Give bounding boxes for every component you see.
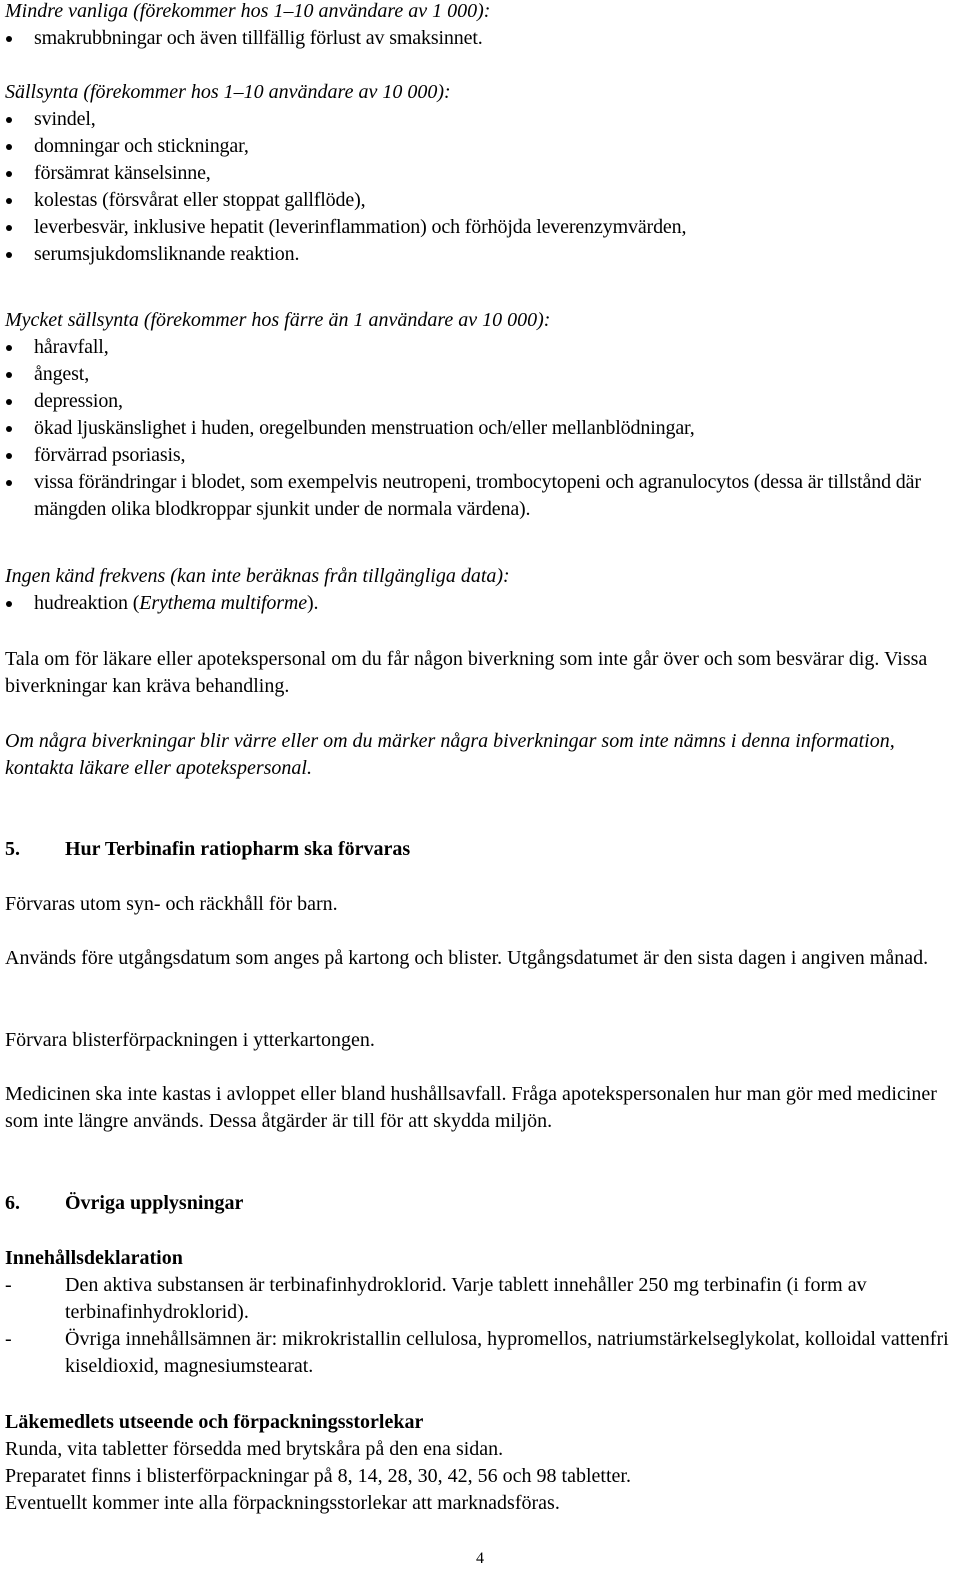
paragraph-text: Förvaras utom syn- och räckhåll för barn. [5, 893, 338, 915]
list-item [5, 469, 955, 523]
bullet-icon [6, 601, 12, 607]
list-item-text: leverbesvär, inklusive hepatit (leverinflammation) och förhöjda leverenzymvärden, [34, 216, 687, 238]
list-item-text: förvärrad psoriasis, [34, 444, 186, 466]
list-item-text: ångest, [34, 363, 90, 385]
list-item [5, 388, 955, 415]
appearance-line: Preparatet finns i blisterförpackningar på 8, 14, 28, 30, 42, 56 och 98 tabletter. [5, 1465, 631, 1487]
advice-block [5, 646, 955, 700]
paragraph-text: Medicinen ska inte kastas i avloppet eller bland hushållsavfall. Fråga apotekspersonalen hur man gör med mediciner som inte längre används. Dessa åtgärder är till för att skydda miljön. [5, 1083, 937, 1132]
section-number: 5. [5, 838, 20, 860]
list-item [5, 133, 955, 160]
list-item-text: svindel, [34, 108, 96, 130]
freq-unknown-list [5, 590, 955, 617]
section-title: Övriga upplysningar [65, 1192, 244, 1214]
bullet-icon [6, 399, 12, 405]
freq-rare-list [5, 106, 955, 268]
list-item-text: vissa förändringar i blodet, som exempelvis neutropeni, trombocytopeni och agranulocytos (dessa är tillstånd där mängden olika blodkroppar sjunkit under de normala värdena). [34, 471, 921, 520]
storage-paragraph-3 [5, 1027, 955, 1054]
bullet-icon [6, 117, 12, 123]
list-item [5, 25, 955, 52]
list-item [5, 334, 955, 361]
list-item-text: Den aktiva substansen är terbinafinhydroklorid. Varje tablett innehåller 250 mg terbinafin (i form av terbinafinhydroklorid). [65, 1274, 867, 1323]
bullet-icon [6, 144, 12, 150]
content-heading: Innehållsdeklaration [5, 1247, 183, 1269]
list-item-text: serumsjukdomsliknande reaktion. [34, 243, 300, 265]
advice-paragraph: Tala om för läkare eller apotekspersonal om du får någon biverkning som inte går över och som besvärar dig. Vissa biverkningar kan kräva behandling. [5, 648, 928, 697]
report-block [5, 728, 955, 782]
freq-very-rare-block [5, 307, 955, 523]
freq-rare-heading: Sällsynta (förekommer hos 1–10 användare av 10 000): [5, 81, 451, 103]
bullet-icon [6, 252, 12, 258]
list-item-text: försämrat känselsinne, [34, 162, 211, 184]
page-number: 4 [476, 1550, 484, 1567]
dash-icon: - [5, 1328, 12, 1350]
list-item-italic-text: Erythema multiforme [139, 592, 307, 614]
appearance-line: Eventuellt kommer inte alla förpackningsstorlekar att marknadsföras. [5, 1492, 560, 1514]
bullet-icon [6, 171, 12, 177]
dash-icon: - [5, 1274, 12, 1296]
list-item [5, 361, 955, 388]
freq-unknown-heading: Ingen känd frekvens (kan inte beräknas från tillgängliga data): [5, 565, 510, 587]
bullet-icon [6, 480, 12, 486]
bullet-icon [6, 198, 12, 204]
list-item [5, 1272, 955, 1326]
list-item-text: depression, [34, 390, 123, 412]
list-item-text: smakrubbningar och även tillfällig förlust av smaksinnet. [34, 27, 483, 49]
appearance-line: Runda, vita tabletter försedda med brytskåra på den ena sidan. [5, 1438, 504, 1460]
list-item [5, 415, 955, 442]
appearance-block [5, 1409, 955, 1517]
list-item [5, 241, 955, 268]
list-item-text: hudreaktion ( [34, 592, 140, 614]
report-paragraph: Om några biverkningar blir värre eller om du märker några biverkningar som inte nämns i denna information, kontakta läkare eller apotekspersonal. [5, 730, 895, 779]
freq-uncommon-heading: Mindre vanliga (förekommer hos 1–10 användare av 1 000): [5, 0, 491, 22]
bullet-icon [6, 372, 12, 378]
section-title: Hur Terbinafin ratiopharm ska förvaras [65, 838, 411, 860]
bullet-icon [6, 426, 12, 432]
list-item [5, 160, 955, 187]
paragraph-text: Används före utgångsdatum som anges på kartong och blister. Utgångsdatumet är den sista dagen i angiven månad. [5, 947, 929, 969]
list-item [5, 590, 955, 617]
list-item [5, 1326, 955, 1380]
bullet-icon [6, 345, 12, 351]
list-item-text: Övriga innehållsämnen är: mikrokristallin cellulosa, hypromellos, natriumstärkelseglykolat, kolloidal vattenfri kiseldioxid, magnesiumstearat. [65, 1328, 949, 1377]
freq-rare-block [5, 79, 955, 268]
bullet-icon [6, 453, 12, 459]
content-list [5, 1272, 955, 1380]
storage-paragraph-2 [5, 945, 955, 972]
freq-very-rare-heading: Mycket sällsynta (förekommer hos färre än 1 användare av 10 000): [5, 309, 551, 331]
list-item [5, 187, 955, 214]
bullet-icon [6, 225, 12, 231]
bullet-icon [6, 36, 12, 42]
storage-paragraph-4 [5, 1081, 955, 1135]
list-item-text: ökad ljuskänslighet i huden, oregelbunden menstruation och/eller mellanblödningar, [34, 417, 695, 439]
storage-paragraph-1 [5, 891, 955, 918]
list-item-text-end: ). [306, 592, 319, 614]
appearance-heading: Läkemedlets utseende och förpackningsstorlekar [5, 1411, 424, 1433]
list-item-text: domningar och stickningar, [34, 135, 249, 157]
section-6-heading [5, 1190, 955, 1217]
freq-unknown-block [5, 563, 955, 617]
list-item-text: håravfall, [34, 336, 109, 358]
freq-uncommon-list [5, 25, 955, 52]
list-item [5, 106, 955, 133]
section-number: 6. [5, 1192, 20, 1214]
content-declaration-block [5, 1245, 955, 1380]
list-item-text: kolestas (försvårat eller stoppat gallflöde), [34, 189, 366, 211]
freq-very-rare-list [5, 334, 955, 523]
list-item [5, 214, 955, 241]
paragraph-text: Förvara blisterförpackningen i ytterkartongen. [5, 1029, 375, 1051]
section-5-heading [5, 836, 955, 863]
freq-uncommon-block [5, 0, 955, 52]
list-item [5, 442, 955, 469]
